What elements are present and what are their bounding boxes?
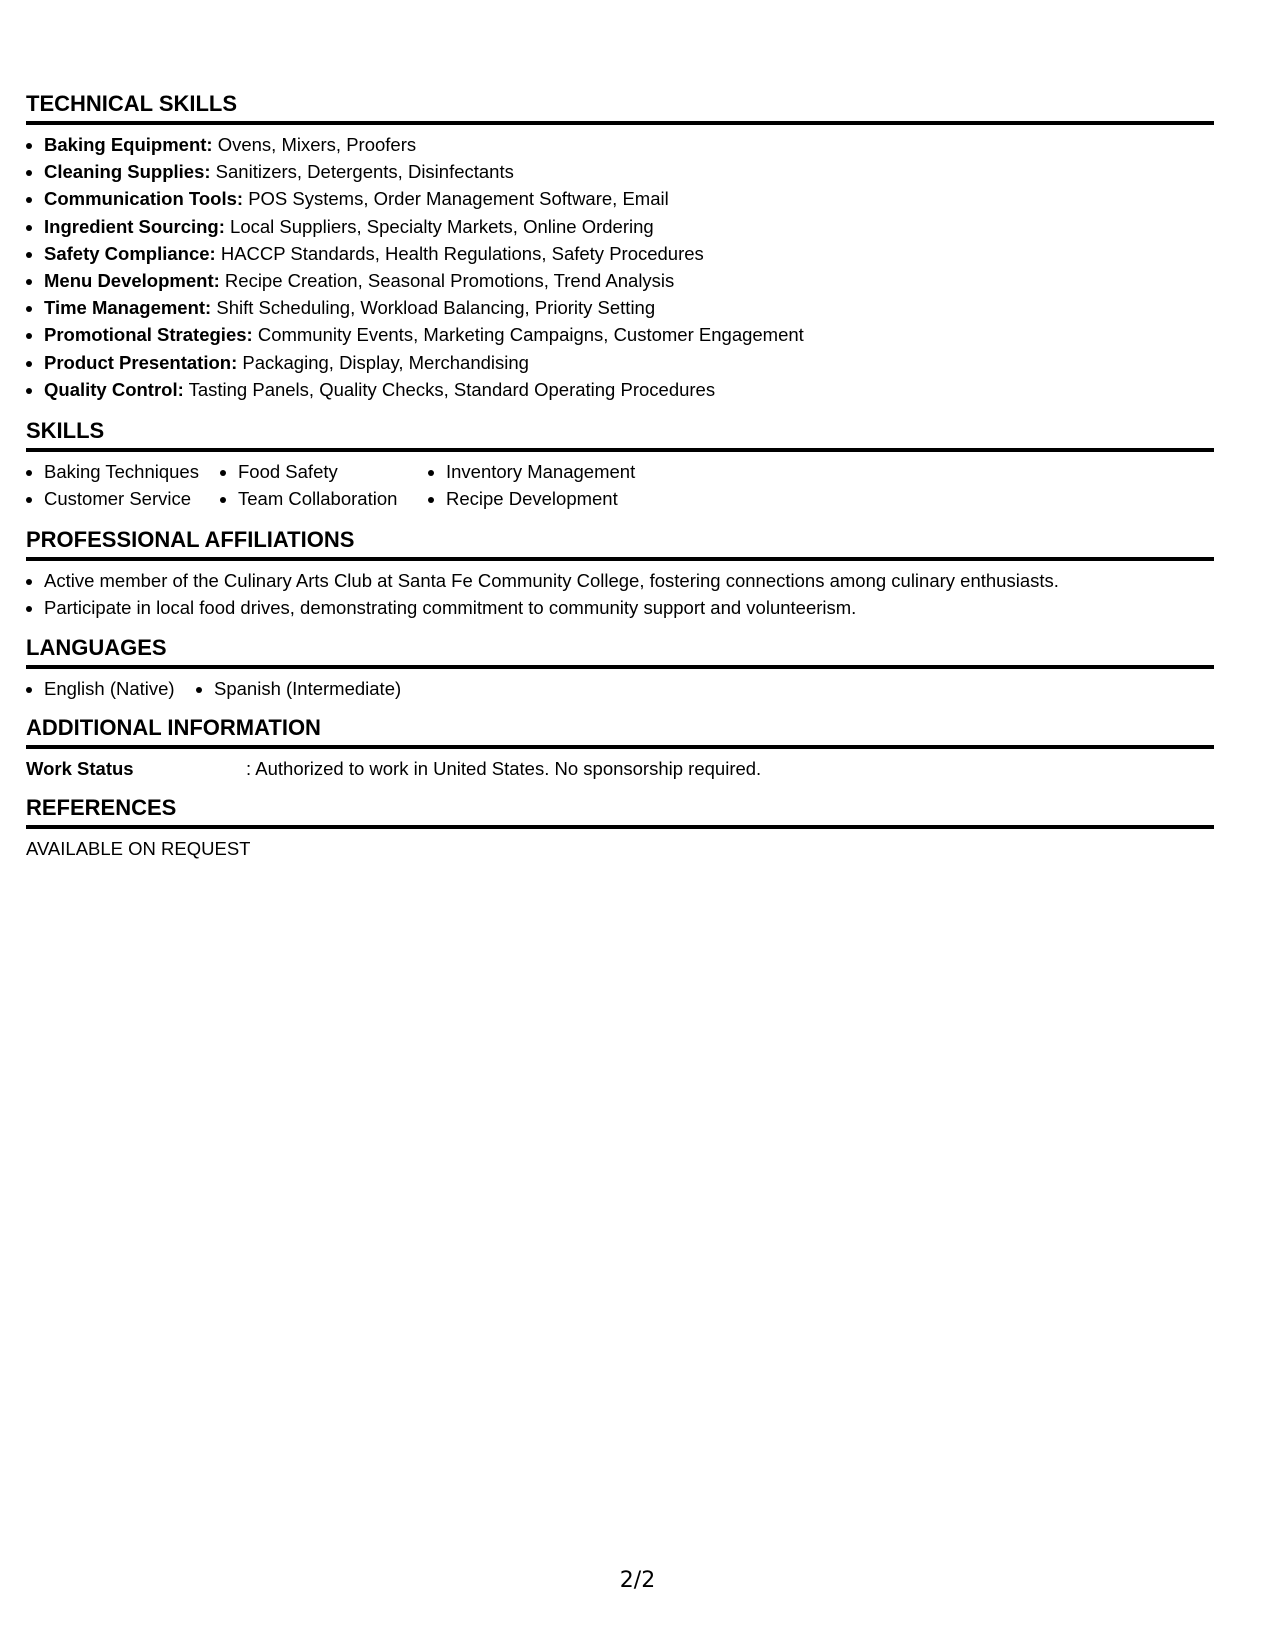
skills-section bbox=[26, 418, 1214, 512]
section-title-affiliations: PROFESSIONAL AFFILIATIONS bbox=[26, 527, 1214, 561]
list-item: • Food Safety bbox=[238, 458, 428, 485]
skills-column bbox=[220, 458, 428, 512]
affiliations-section bbox=[26, 527, 1214, 621]
item-value: Packaging, Display, Merchandising bbox=[242, 351, 529, 373]
item-value: HACCP Standards, Health Regulations, Safety Procedures bbox=[220, 242, 704, 264]
list-item bbox=[44, 213, 1214, 240]
skills-column bbox=[26, 458, 220, 512]
item-label: Time Management: bbox=[44, 297, 212, 319]
item-value: Shift Scheduling, Workload Balancing, Priority Setting bbox=[216, 297, 656, 319]
list-item bbox=[44, 240, 1214, 267]
section-title-additional-info: ADDITIONAL INFORMATION bbox=[26, 715, 1214, 749]
item-label: Baking Equipment: bbox=[44, 134, 213, 155]
list-item: • Recipe Development bbox=[446, 485, 706, 512]
languages-section bbox=[26, 635, 1214, 702]
list-item bbox=[44, 267, 1214, 294]
list-item: • English (Native) bbox=[44, 675, 196, 702]
section-title-references: REFERENCES bbox=[26, 795, 1214, 829]
section-title-skills: SKILLS bbox=[26, 418, 1214, 452]
affiliations-list bbox=[26, 567, 1214, 621]
references-text: AVAILABLE ON REQUEST bbox=[26, 838, 251, 859]
list-item bbox=[44, 376, 1214, 403]
list-item bbox=[44, 349, 1214, 376]
item-value: Ovens, Mixers, Proofers bbox=[217, 134, 417, 155]
item-label: Ingredient Sourcing: bbox=[44, 215, 225, 237]
list-item bbox=[44, 158, 1214, 185]
item-value: POS Systems, Order Management Software, Email bbox=[248, 188, 669, 210]
item-label: Menu Development: bbox=[44, 270, 220, 292]
list-item: • Customer Service bbox=[44, 485, 220, 512]
list-item bbox=[44, 294, 1214, 321]
languages-row bbox=[26, 675, 1214, 702]
item-label: Promotional Strategies: bbox=[44, 324, 253, 346]
list-item bbox=[44, 131, 1214, 158]
page-number: 2/2 bbox=[619, 1568, 656, 1593]
list-item: • Active member of the Culinary Arts Club at Santa Fe Community College, fostering connections among culinary enthusiasts. bbox=[44, 567, 1214, 594]
additional-info-section bbox=[26, 715, 1214, 782]
list-item: • Spanish (Intermediate) bbox=[214, 675, 474, 702]
item-label: Product Presentation: bbox=[44, 351, 238, 373]
languages-column bbox=[26, 675, 196, 702]
skills-column bbox=[428, 458, 706, 512]
item-label: Communication Tools: bbox=[44, 188, 244, 210]
technical-skills-section bbox=[26, 91, 1214, 403]
technical-skills-list bbox=[26, 131, 1214, 403]
list-item: • Team Collaboration bbox=[238, 485, 428, 512]
list-item: • Baking Techniques bbox=[44, 458, 220, 485]
list-item: • Participate in local food drives, demonstrating commitment to community support and volunteerism. bbox=[44, 594, 1214, 621]
item-label: Safety Compliance: bbox=[44, 242, 216, 264]
item-value: Sanitizers, Detergents, Disinfectants bbox=[215, 161, 514, 183]
item-value: Recipe Creation, Seasonal Promotions, Trend Analysis bbox=[224, 270, 675, 292]
work-status-row bbox=[26, 755, 1214, 782]
item-label: Cleaning Supplies: bbox=[44, 161, 211, 183]
item-value: Tasting Panels, Quality Checks, Standard Operating Procedures bbox=[188, 378, 716, 400]
work-status-label: Work Status bbox=[26, 758, 134, 779]
list-item bbox=[44, 321, 1214, 348]
item-label: Quality Control: bbox=[44, 378, 184, 400]
section-title-technical-skills: TECHNICAL SKILLS bbox=[26, 91, 1214, 125]
section-title-languages: LANGUAGES bbox=[26, 635, 1214, 669]
work-status-value: : Authorized to work in United States. No sponsorship required. bbox=[246, 758, 762, 779]
languages-column bbox=[196, 675, 474, 702]
skills-columns bbox=[26, 458, 1214, 512]
item-value: Local Suppliers, Specialty Markets, Online Ordering bbox=[230, 215, 654, 237]
list-item bbox=[44, 185, 1214, 212]
item-value: Community Events, Marketing Campaigns, Customer Engagement bbox=[257, 324, 804, 346]
references-section bbox=[26, 795, 1214, 862]
list-item: • Inventory Management bbox=[446, 458, 706, 485]
